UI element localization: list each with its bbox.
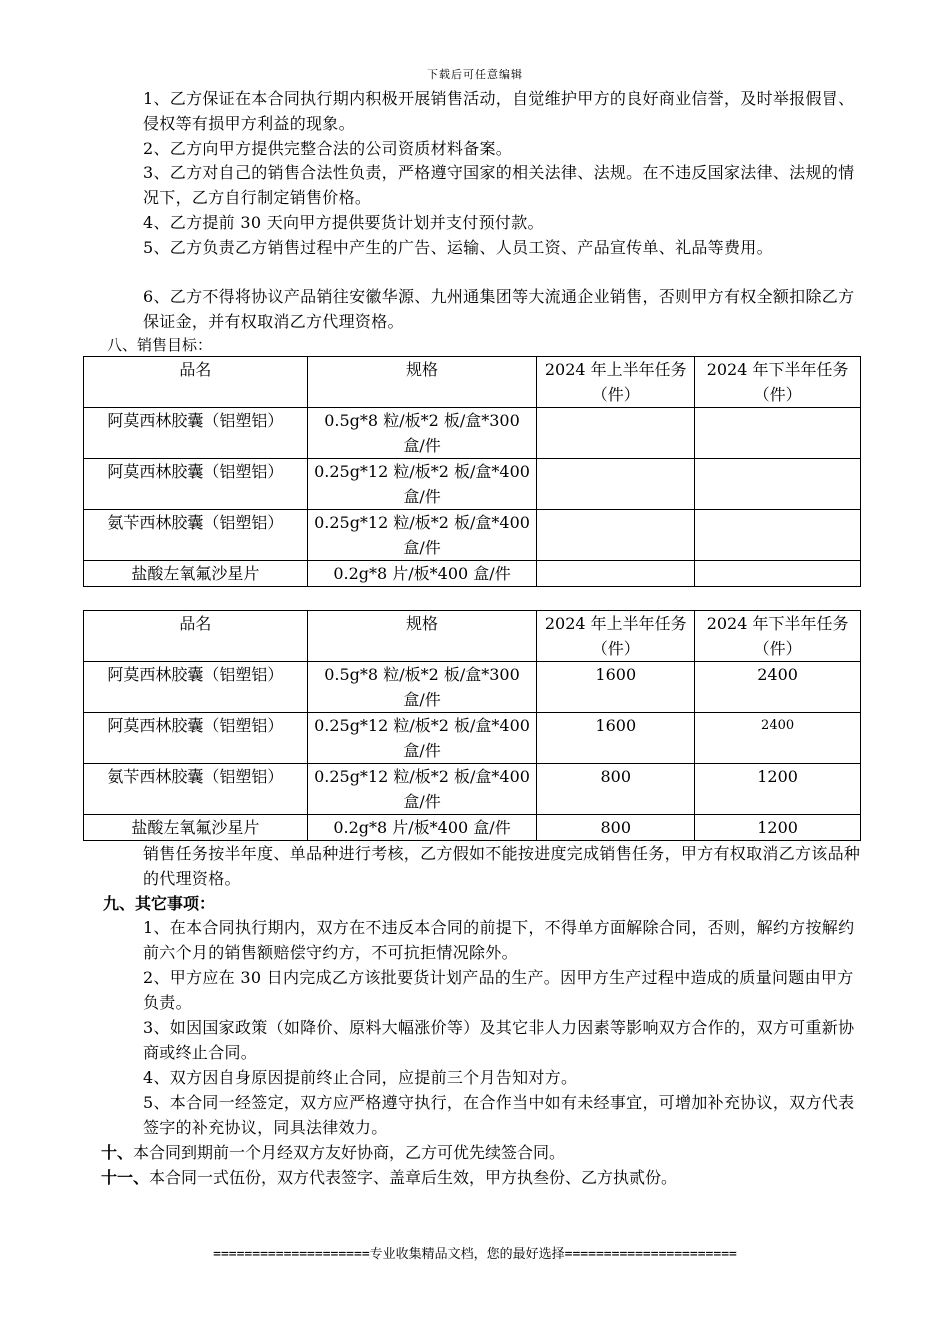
cell-spec: 0.25g*12 粒/板*2 板/盒*400 盒/件 — [307, 510, 537, 561]
cell-spec: 0.25g*12 粒/板*2 板/盒*400 盒/件 — [307, 459, 537, 510]
cell-h1 — [537, 561, 695, 587]
section10-label: 十、 — [101, 1143, 134, 1162]
table-row — [84, 713, 861, 764]
table-row — [84, 561, 861, 587]
section7-item-4: 4、乙方提前 30 天向甲方提供要货计划并支付预付款。 — [143, 213, 544, 232]
header-product-name: 品名 — [84, 357, 308, 408]
table-row — [84, 459, 861, 510]
cell-product: 盐酸左氧氟沙星片 — [84, 815, 308, 841]
table-header-row — [84, 357, 861, 408]
table-row — [84, 510, 861, 561]
table-row — [84, 764, 861, 815]
cell-h1 — [537, 459, 695, 510]
section9-item-3: 3、如因国家政策（如降价、原料大幅涨价等）及其它非人力因素等影响双方合作的，双方可重新协商或终止合同。 — [143, 1018, 855, 1062]
cell-h2 — [695, 459, 861, 510]
section10 — [101, 1140, 565, 1165]
cell-h1 — [537, 408, 695, 459]
header-product-name: 品名 — [84, 611, 308, 662]
cell-product: 氨苄西林胶囊（铝塑铝） — [84, 764, 308, 815]
footer-banner: ====================专业收集精品文档，您的最好选择====================== — [213, 1247, 737, 1262]
section7-item-5: 5、乙方负责乙方销售过程中产生的广告、运输、人员工资、产品宣传单、礼品等费用。 — [143, 238, 773, 257]
cell-h2: 2400 — [695, 662, 861, 713]
cell-product: 盐酸左氧氟沙星片 — [84, 561, 308, 587]
header-note: 下载后可任意编辑 — [427, 68, 523, 81]
cell-h2: 1200 — [695, 764, 861, 815]
section7-item-1: 1、乙方保证在本合同执行期内积极开展销售活动，自觉维护甲方的良好商业信誉，及时举报假冒、侵权等有损甲方利益的现象。 — [143, 89, 855, 133]
section8-title: 八、销售目标： — [107, 336, 213, 354]
section9-title: 九、其它事项： — [103, 894, 216, 913]
header-specification: 规格 — [307, 611, 537, 662]
cell-h2 — [695, 510, 861, 561]
section9-item-2: 2、甲方应在 30 日内完成乙方该批要货计划产品的生产。因甲方生产过程中造成的质量问题由甲方负责。 — [143, 968, 854, 1012]
cell-h1: 800 — [537, 815, 695, 841]
cell-h1: 1600 — [537, 713, 695, 764]
table-row — [84, 408, 861, 459]
cell-product: 阿莫西林胶囊（铝塑铝） — [84, 408, 308, 459]
cell-h1 — [537, 510, 695, 561]
cell-h2 — [695, 561, 861, 587]
header-h2-target: 2024 年下半年任务（件） — [695, 611, 861, 662]
header-h1-target: 2024 年上半年任务（件） — [537, 611, 695, 662]
cell-h2: 2400 — [695, 713, 861, 764]
header-h1-target: 2024 年上半年任务（件） — [537, 357, 695, 408]
section7-item-3: 3、乙方对自己的销售合法性负责，严格遵守国家的相关法律、法规。在不违反国家法律、法规的情况下，乙方自行制定销售价格。 — [143, 163, 855, 207]
section11-text: 本合同一式伍份，双方代表签字、盖章后生效，甲方执叁份、乙方执贰份。 — [149, 1168, 678, 1187]
cell-spec: 0.25g*12 粒/板*2 板/盒*400 盒/件 — [307, 764, 537, 815]
table-header-row — [84, 611, 861, 662]
section7-item-2: 2、乙方向甲方提供完整合法的公司资质材料备案。 — [143, 139, 513, 158]
cell-spec: 0.2g*8 片/板*400 盒/件 — [307, 561, 537, 587]
cell-spec: 0.5g*8 粒/板*2 板/盒*300 盒/件 — [307, 662, 537, 713]
cell-product: 阿莫西林胶囊（铝塑铝） — [84, 662, 308, 713]
sales-target-table-filled — [83, 610, 861, 841]
cell-h1: 800 — [537, 764, 695, 815]
cell-spec: 0.25g*12 粒/板*2 板/盒*400 盒/件 — [307, 713, 537, 764]
header-specification: 规格 — [307, 357, 537, 408]
cell-h1: 1600 — [537, 662, 695, 713]
section7-item-6: 6、乙方不得将协议产品销往安徽华源、九州通集团等大流通企业销售，否则甲方有权全额扣除乙方保证金，并有权取消乙方代理资格。 — [143, 287, 855, 331]
section10-text: 本合同到期前一个月经双方友好协商，乙方可优先续签合同。 — [133, 1143, 566, 1162]
sales-target-table-empty — [83, 356, 861, 587]
section9-item-1: 1、在本合同执行期内，双方在不违反本合同的前提下，不得单方面解除合同，否则，解约方按解约前六个月的销售额赔偿守约方，不可抗拒情况除外。 — [143, 918, 855, 962]
table-row — [84, 815, 861, 841]
cell-product: 阿莫西林胶囊（铝塑铝） — [84, 459, 308, 510]
cell-product: 阿莫西林胶囊（铝塑铝） — [84, 713, 308, 764]
section11-label: 十一、 — [101, 1168, 150, 1187]
header-h2-target: 2024 年下半年任务（件） — [695, 357, 861, 408]
cell-product: 氨苄西林胶囊（铝塑铝） — [84, 510, 308, 561]
table-row — [84, 662, 861, 713]
cell-spec: 0.2g*8 片/板*400 盒/件 — [307, 815, 537, 841]
section8-note: 销售任务按半年度、单品种进行考核，乙方假如不能按进度完成销售任务，甲方有权取消乙方该品种的代理资格。 — [143, 844, 861, 888]
cell-h2: 1200 — [695, 815, 861, 841]
cell-h2 — [695, 408, 861, 459]
section9-item-5: 5、本合同一经签定，双方应严格遵守执行，在合作当中如有未经事宜，可增加补充协议，双方代表签字的补充协议，同具法律效力。 — [143, 1093, 855, 1137]
cell-spec: 0.5g*8 粒/板*2 板/盒*300 盒/件 — [307, 408, 537, 459]
section11 — [101, 1165, 677, 1190]
section9-item-4: 4、双方因自身原因提前终止合同，应提前三个月告知对方。 — [143, 1068, 578, 1087]
